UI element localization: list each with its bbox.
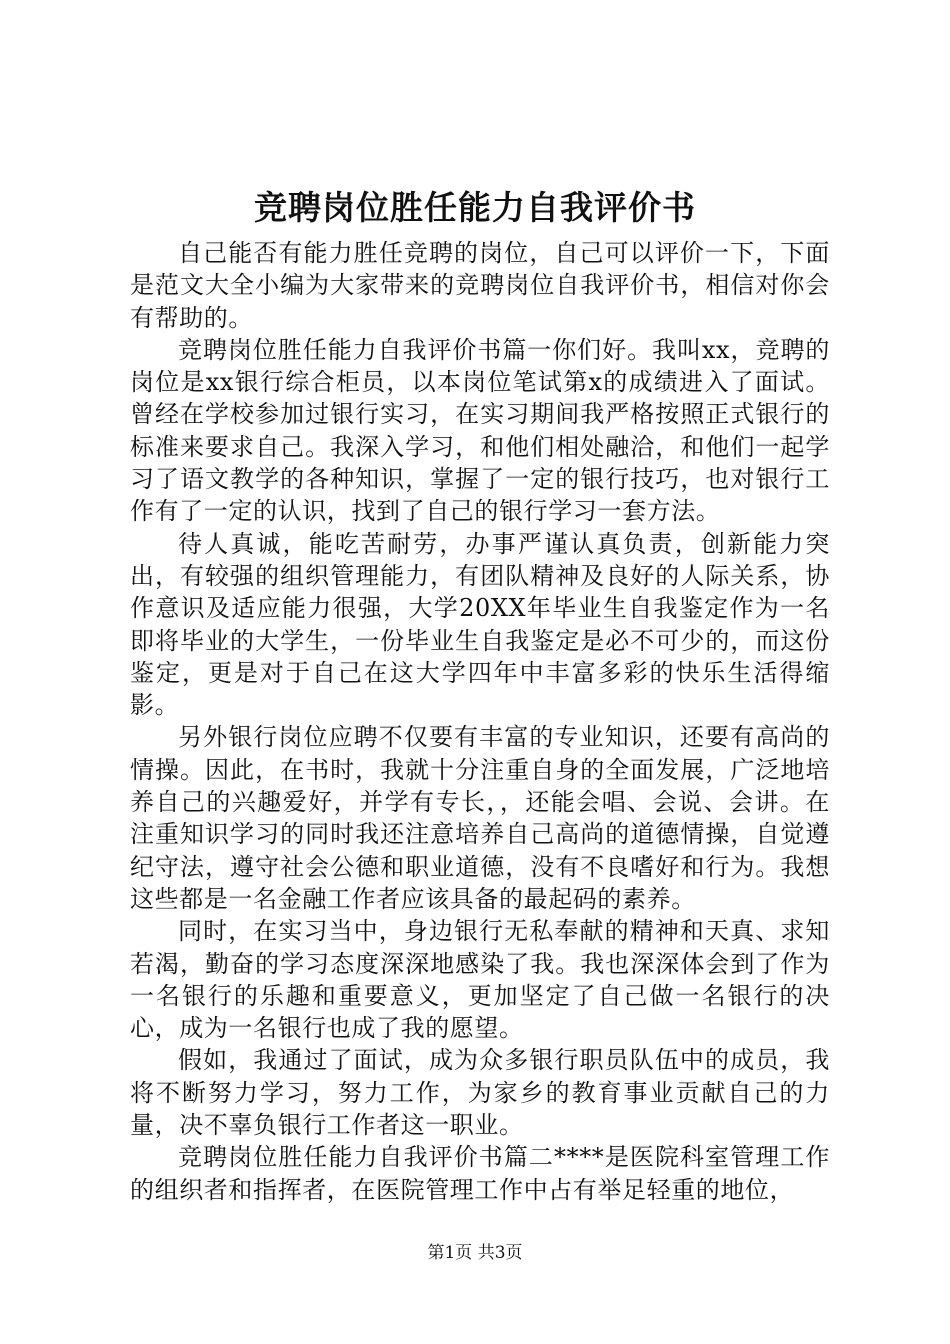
paragraph-ethics: 另外银行岗位应聘不仅要有丰富的专业知识，还要有高尚的情操。因此，在书时，我就十分注重自身的全面发展，广泛地培养自己的兴趣爱好，并学有专长，，还能会唱、会说、会讲。在注重知识学习的同时我还注意培养自己高尚的道德情操，自觉遵纪守法，遵守社会公德和职业道德，没有不良嗜好和行为。我想这些都是一名金融工作者应该具备的最起码的素养。 xyxy=(130,723,830,913)
paragraph-section-one: 竞聘岗位胜任能力自我评价书篇一你们好。我叫xx，竞聘的岗位是xx银行综合柜员，以本岗位笔试第x的成绩进入了面试。曾经在学校参加过银行实习，在实习期间我严格按照正式银行的标准来要求自己。我深入学习，和他们相处融洽，和他们一起学习了语文教学的各种知识，掌握了一定的银行技巧，也对银行工作有了一定的认识，找到了自己的银行学习一套方法。 xyxy=(130,335,830,526)
paragraph-commitment: 假如，我通过了面试，成为众多银行职员队伍中的成员，我将不断努力学习，努力工作，为家乡的教育事业贡献自己的力量，决不辜负银行工作者这一职业。 xyxy=(130,1046,830,1140)
paragraph-intro: 自己能否有能力胜任竞聘的岗位，自己可以评价一下，下面是范文大全小编为大家带来的竞聘岗位自我评价书，相信对你会有帮助的。 xyxy=(130,239,830,332)
page-footer: 第1页 共3页 xyxy=(427,1243,523,1263)
document-body xyxy=(130,237,830,1206)
document-title: 竞聘岗位胜任能力自我评价书 xyxy=(254,188,696,227)
paragraph-internship: 同时，在实习当中，身边银行无私奉献的精神和天真、求知若渴，勤奋的学习态度深深地感染了我。我也深深体会到了作为一名银行的乐趣和重要意义，更加坚定了自己做一名银行的决心，成为一名银行也成了我的愿望。 xyxy=(130,917,830,1043)
paragraph-section-two: 竞聘岗位胜任能力自我评价书篇二****是医院科室管理工作的组织者和指挥者，在医院管理工作中占有举足轻重的地位， xyxy=(130,1143,830,1204)
paragraph-personality: 待人真诚，能吃苦耐劳，办事严谨认真负责，创新能力突出，有较强的组织管理能力，有团队精神及良好的人际关系，协作意识及适应能力很强，大学20XX年毕业生自我鉴定作为一名即将毕业的大学生，一份毕业生自我鉴定是必不可少的，而这份鉴定，更是对于自己在这大学四年中丰富多彩的快乐生活得缩影。 xyxy=(130,529,830,720)
